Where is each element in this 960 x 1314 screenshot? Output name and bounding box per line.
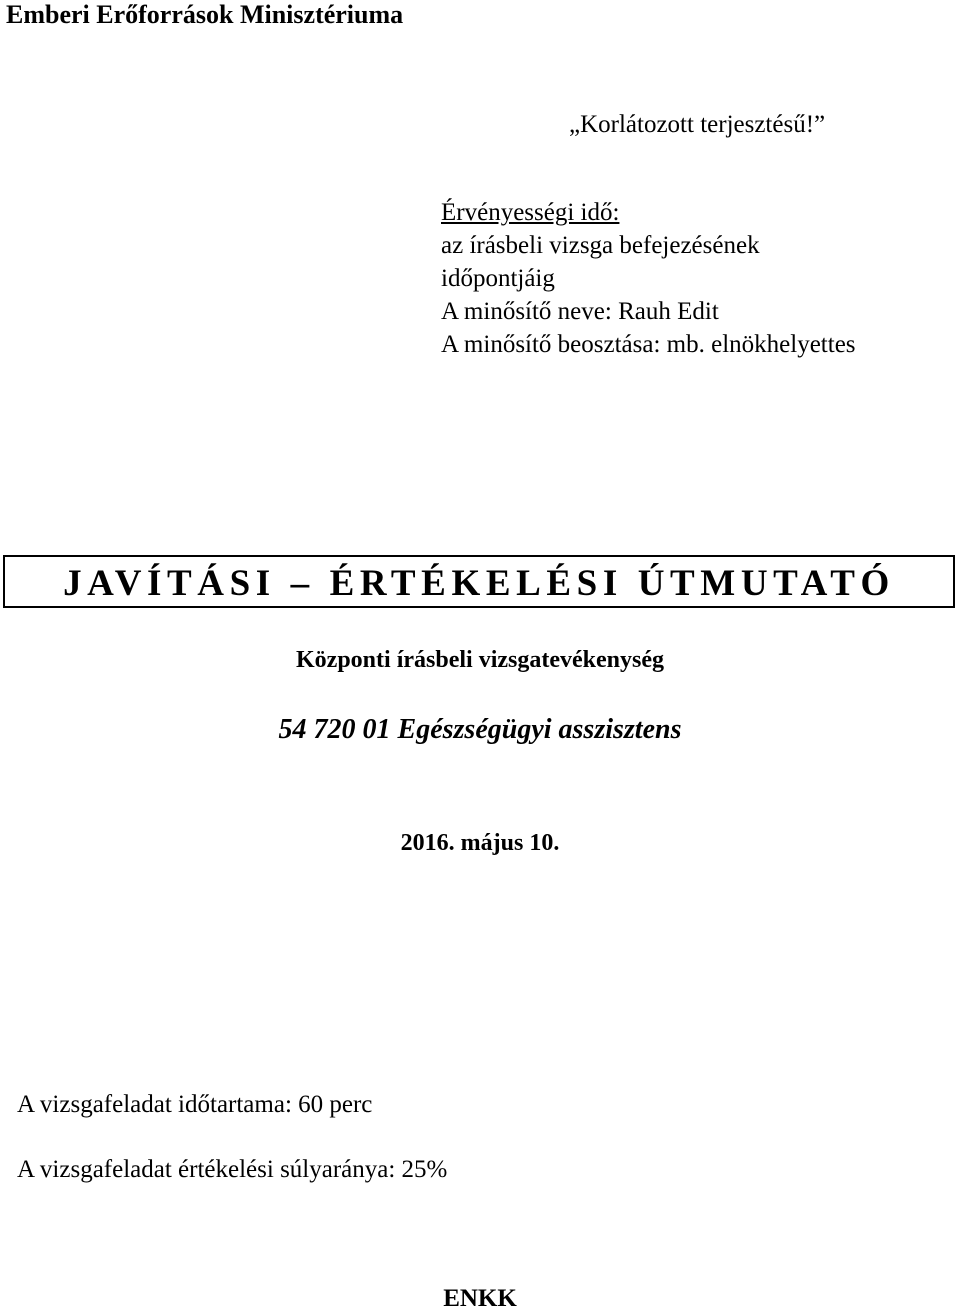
validity-line-1: az írásbeli vizsga befejezésének — [441, 232, 760, 259]
issuer-name: ENKK — [443, 1285, 517, 1312]
ministry-name: Emberi Erőforrások Minisztériuma — [6, 0, 404, 29]
classifier-position: A minősítő beosztása: mb. elnökhelyettes — [441, 331, 856, 358]
exam-duration: A vizsgafeladat időtartama: 60 perc — [17, 1091, 373, 1118]
activity-subtitle: Központi írásbeli vizsgatevékenység — [296, 647, 664, 673]
validity-label: Érvényességi idő: — [441, 199, 620, 226]
qualification-title: 54 720 01 Egészségügyi asszisztens — [278, 714, 682, 745]
validity-line-2: időpontjáig — [441, 265, 555, 292]
validity-block — [441, 196, 856, 361]
classifier-name: A minősítő neve: Rauh Edit — [441, 298, 719, 325]
title-box — [3, 555, 955, 608]
exam-date: 2016. május 10. — [400, 830, 560, 856]
exam-weight: A vizsgafeladat értékelési súlyaránya: 25% — [17, 1156, 448, 1183]
restricted-notice: „Korlátozott terjesztésű!” — [569, 111, 826, 138]
document-title: JAVÍTÁSI – ÉRTÉKELÉSI ÚTMUTATÓ — [63, 562, 895, 604]
